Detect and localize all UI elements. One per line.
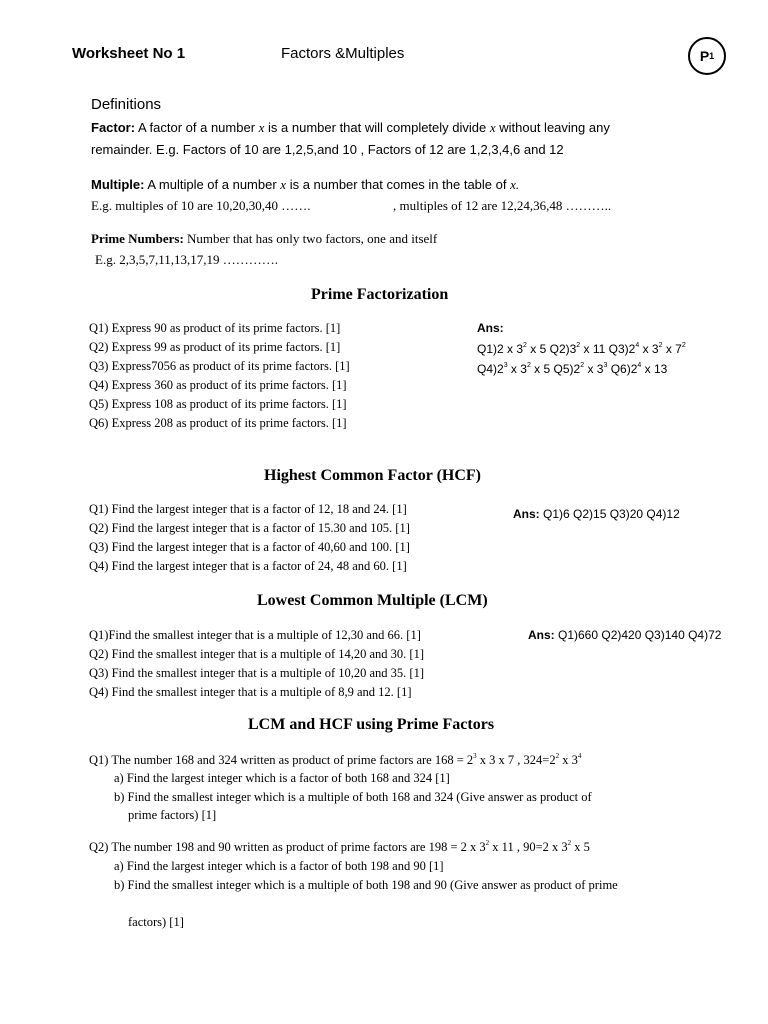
factor-example: remainder. E.g. Factors of 10 are 1,2,5,and 10 , Factors of 12 are 1,2,3,4,6 and 12: [91, 142, 564, 157]
multiple-label: Multiple:: [91, 177, 145, 192]
lcm-hcf-q1-part-a: a) Find the largest integer which is a factor of both 168 and 324 [1]: [114, 771, 450, 785]
lcm-ans-label: Ans:: [528, 628, 555, 642]
ans-exp: 4: [635, 342, 640, 349]
multiple-var-2: x.: [510, 177, 520, 192]
ans-text: x 13: [641, 362, 668, 376]
ans-exp: 2: [523, 342, 527, 349]
question-item: Q2) Find the smallest integer that is a multiple of 14,20 and 30. [1]: [89, 647, 425, 661]
prime-factorization-heading: Prime Factorization: [311, 286, 449, 303]
factor-text-c: without leaving any: [495, 120, 610, 135]
ans-exp: 3: [603, 362, 608, 369]
question-item: Q2) Express 99 as product of its prime factors. [1]: [89, 340, 341, 354]
prime-factorization-ans-line-2: [477, 362, 667, 376]
prime-factorization-ans-line-1: [477, 342, 686, 356]
question-item: Q5) Express 108 as product of its prime factors. [1]: [89, 397, 347, 411]
page-label: P: [699, 48, 710, 64]
lcm-hcf-q2-part-b: b) Find the smallest integer which is a multiple of both 198 and 90 (Give answer as product of prime: [114, 878, 618, 892]
hcf-answers: [513, 507, 680, 521]
prime-factorization-ans-label: Ans:: [477, 321, 504, 335]
hcf-heading: Highest Common Factor (HCF): [264, 467, 481, 484]
question-item: Q3) Find the largest integer that is a factor of 40,60 and 100. [1]: [89, 540, 410, 554]
prime-text: Number that has only two factors, one and itself: [183, 231, 438, 246]
ans-exp: 2: [526, 362, 531, 369]
ans-text: Q6)2: [607, 362, 638, 376]
prime-factorization-questions: [89, 319, 350, 433]
q-exp: 2: [555, 751, 560, 760]
factor-var: x: [258, 120, 265, 135]
q-text: x 5: [571, 840, 590, 854]
page-number-badge: [688, 37, 726, 75]
multiple-text-a: A multiple of a number: [144, 177, 281, 192]
question-item: Q4) Find the largest integer that is a factor of 24, 48 and 60. [1]: [89, 559, 407, 573]
multiple-definition: [91, 177, 519, 193]
ans-exp: 2: [658, 342, 663, 349]
ans-text: x 5 Q5)2: [530, 362, 581, 376]
lcm-hcf-q2-part-a: a) Find the largest integer which is a factor of both 198 and 90 [1]: [114, 859, 444, 873]
ans-text: Q1)2 x 3: [477, 342, 524, 356]
q-text: Q2) The number 198 and 90 written as product of prime factors are 198 = 2 x 3: [89, 840, 486, 854]
question-item: Q1) Express 90 as product of its prime factors. [1]: [89, 321, 341, 335]
lcm-hcf-q1-part-b: b) Find the smallest integer which is a multiple of both 168 and 324 (Give answer as product of: [114, 790, 592, 804]
question-item: Q3) Find the smallest integer that is a multiple of 10,20 and 35. [1]: [89, 666, 425, 680]
question-item: Q1) Find the largest integer that is a factor of 12, 18 and 24. [1]: [89, 502, 407, 516]
lcm-hcf-q1-part-b-cont: prime factors) [1]: [128, 808, 217, 822]
definitions-heading: Definitions: [91, 96, 162, 113]
hcf-ans-label: Ans:: [513, 507, 540, 521]
ans-exp: 2: [681, 342, 686, 349]
question-item: Q6) Express 208 as product of its prime factors. [1]: [89, 416, 347, 430]
q-text: x 3 x 7 , 324=2: [476, 753, 556, 767]
q-text: x 3: [559, 753, 578, 767]
ans-exp: 3: [503, 362, 508, 369]
lcm-ans-text: Q1)660 Q2)420 Q3)140 Q4)72: [554, 628, 722, 642]
worksheet-subject: Factors &Multiples: [281, 45, 405, 62]
multiple-text-b: is a number that comes in the table of: [286, 177, 511, 192]
lcm-questions: [89, 626, 424, 702]
factor-definition: [91, 120, 610, 136]
ans-text: x 3: [584, 362, 604, 376]
lcm-hcf-prime-heading: LCM and HCF using Prime Factors: [248, 716, 495, 733]
question-item: Q1)Find the smallest integer that is a multiple of 12,30 and 66. [1]: [89, 628, 421, 642]
question-item: Q4) Express 360 as product of its prime factors. [1]: [89, 378, 347, 392]
multiple-example-a: E.g. multiples of 10 are 10,20,30,40 …….: [91, 198, 311, 213]
factor-text-b: is a number that will completely divide: [264, 120, 490, 135]
q-exp: 4: [577, 751, 582, 760]
ans-exp: 2: [580, 362, 585, 369]
ans-text: x 7: [662, 342, 682, 356]
factor-var-2: x: [489, 120, 496, 135]
multiple-var: x: [280, 177, 287, 192]
q-exp: 2: [485, 838, 490, 847]
page-sub: 1: [709, 51, 715, 61]
factor-text-a: A factor of a number: [135, 120, 259, 135]
question-item: Q4) Find the smallest integer that is a multiple of 8,9 and 12. [1]: [89, 685, 412, 699]
question-item: Q3) Express7056 as product of its prime factors. [1]: [89, 359, 350, 373]
prime-example: E.g. 2,3,5,7,11,13,17,19 ………….: [95, 252, 278, 267]
q-exp: 3: [473, 751, 477, 760]
hcf-ans-text: Q1)6 Q2)15 Q3)20 Q4)12: [539, 507, 680, 521]
ans-text: x 3: [507, 362, 527, 376]
lcm-hcf-q2-stem: [89, 838, 590, 857]
multiple-example-b: , multiples of 12 are 12,24,36,48 ………..: [393, 198, 612, 213]
worksheet-title: Worksheet No 1: [72, 45, 186, 62]
q-exp: 2: [567, 838, 572, 847]
q-text: x 11 , 90=2 x 3: [489, 840, 568, 854]
factor-label: Factor:: [91, 120, 136, 135]
question-item: Q2) Find the largest integer that is a factor of 15.30 and 105. [1]: [89, 521, 410, 535]
lcm-answers: [528, 628, 721, 642]
lcm-hcf-q1-stem: [89, 751, 581, 770]
ans-text: x 3: [639, 342, 659, 356]
ans-exp: 2: [576, 342, 581, 349]
ans-exp: 4: [637, 362, 642, 369]
hcf-questions: [89, 500, 410, 576]
q-text: Q1) The number 168 and 324 written as product of prime factors are 168 = 2: [89, 753, 474, 767]
prime-label: Prime Numbers:: [91, 231, 184, 246]
ans-text: x 5 Q2)3: [526, 342, 577, 356]
ans-text: x 11 Q3)2: [580, 342, 636, 356]
lcm-heading: Lowest Common Multiple (LCM): [257, 592, 488, 609]
prime-definition: [91, 231, 437, 247]
ans-text: Q4)2: [477, 362, 504, 376]
lcm-hcf-q2-part-b-cont: factors) [1]: [128, 915, 184, 929]
